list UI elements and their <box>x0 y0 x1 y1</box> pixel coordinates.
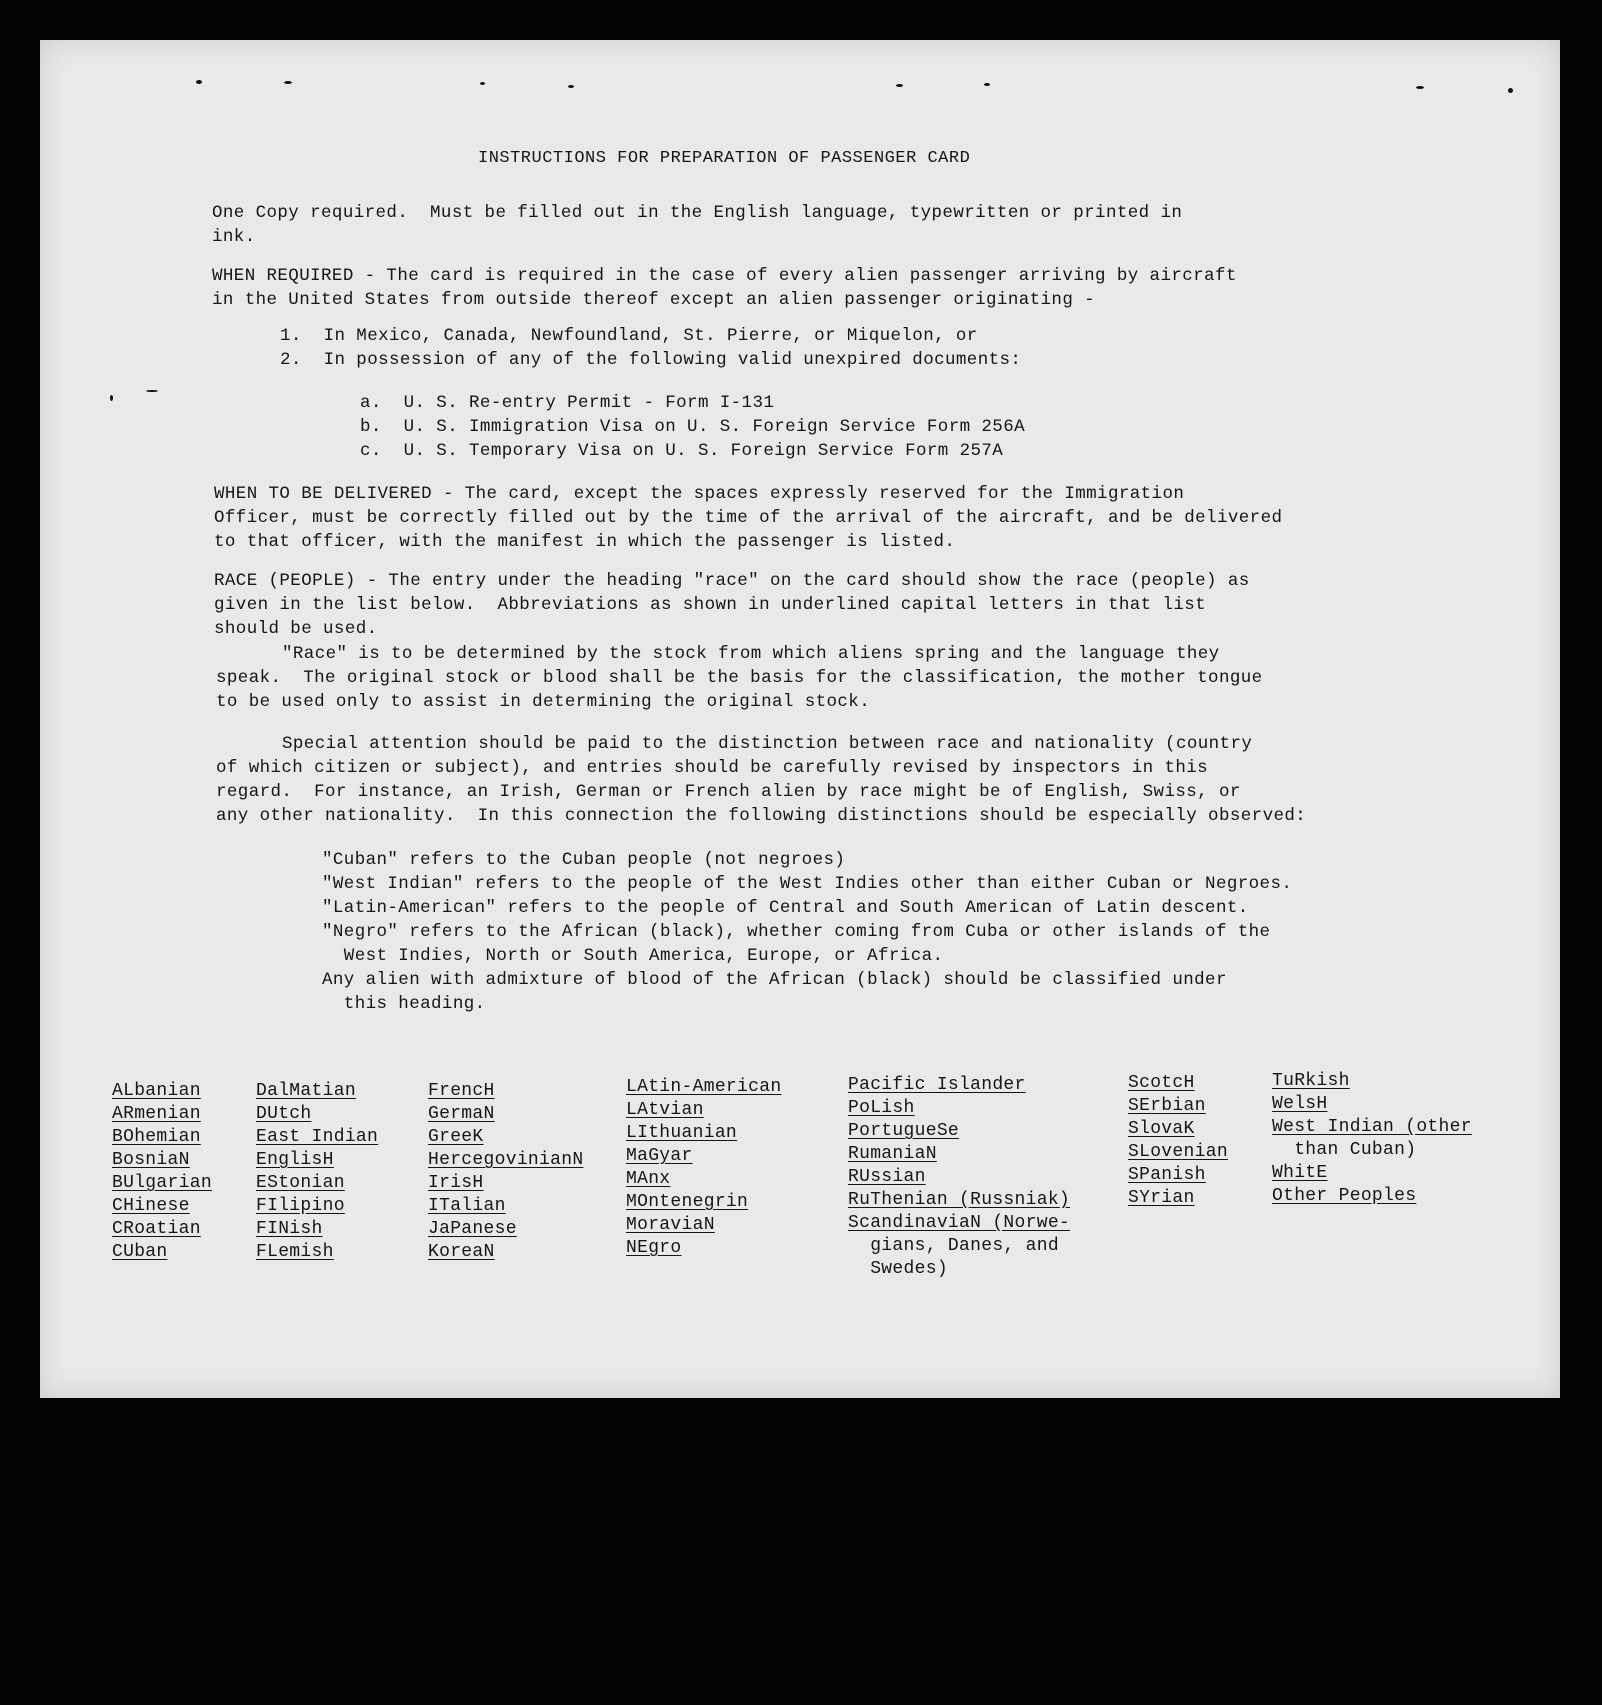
race-entry: RuThenian (Russniak) <box>848 1190 1071 1210</box>
race-entry: CHinese <box>112 1196 190 1216</box>
race-entry: LAtvian <box>626 1100 704 1120</box>
race-entry: Other Peoples <box>1272 1186 1417 1206</box>
distinction-line: Any alien with admixture of blood of the African (black) should be classified under <box>322 970 1227 990</box>
distinction-line: West Indies, North or South America, Europe, or Africa. <box>322 946 944 966</box>
race-entry: EStonian <box>256 1173 345 1193</box>
race-entry: BosniaN <box>112 1150 190 1170</box>
when-delivered-line: to that officer, with the manifest in which the passenger is listed. <box>214 532 956 552</box>
race-entry: WhitE <box>1272 1163 1328 1183</box>
race-entry: HercegovinianN <box>428 1150 584 1170</box>
race-entry: CUban <box>112 1242 168 1262</box>
scan-speck <box>1508 88 1513 93</box>
race-entry: PoLish <box>848 1098 915 1118</box>
race-entry: SLovenian <box>1128 1142 1228 1162</box>
exception-item: 2. In possession of any of the following valid unexpired documents: <box>280 350 1022 370</box>
race-entry: MAnx <box>626 1169 671 1189</box>
race-entry: MaGyar <box>626 1146 693 1166</box>
race-entry: EnglisH <box>256 1150 334 1170</box>
race-entry: FLemish <box>256 1242 334 1262</box>
race-entry: LAtin-American <box>626 1077 782 1097</box>
race-entry: MOntenegrin <box>626 1192 749 1212</box>
race-entry: GreeK <box>428 1127 484 1147</box>
race-entry: FIlipino <box>256 1196 345 1216</box>
when-delivered-line: Officer, must be correctly filled out by the time of the arrival of the aircraft, and be delivered <box>214 508 1283 528</box>
race-people-line: RACE (PEOPLE) - The entry under the heading "race" on the card should show the race (people) as <box>214 571 1250 591</box>
race-entry: BOhemian <box>112 1127 201 1147</box>
race-entry-continuation: than Cuban) <box>1272 1140 1417 1160</box>
scan-speck <box>896 84 903 87</box>
race-entry: FrencH <box>428 1081 495 1101</box>
scan-speck <box>284 81 292 84</box>
race-entry: DUtch <box>256 1104 312 1124</box>
race-entry: GermaN <box>428 1104 495 1124</box>
race-entry: PortugueSe <box>848 1121 960 1141</box>
race-entry: ITalian <box>428 1196 506 1216</box>
race-entry-continuation: gians, Danes, and <box>848 1236 1059 1256</box>
race-entry: WelsH <box>1272 1094 1328 1114</box>
scan-speck <box>1416 86 1424 89</box>
race-entry: JaPanese <box>428 1219 517 1239</box>
document-item: b. U. S. Immigration Visa on U. S. Foreign Service Form 256A <box>360 417 1026 437</box>
special-attention-line: Special attention should be paid to the distinction between race and nationality (country <box>282 734 1253 754</box>
race-entry: NEgro <box>626 1238 682 1258</box>
race-entry: ScandinaviaN (Norwe- <box>848 1213 1071 1233</box>
race-entry: CRoatian <box>112 1219 201 1239</box>
race-entry: West Indian (other <box>1272 1117 1472 1137</box>
race-entry: DalMatian <box>256 1081 356 1101</box>
race-entry: RUssian <box>848 1167 926 1187</box>
when-delivered-line: WHEN TO BE DELIVERED - The card, except the spaces expressly reserved for the Immigration <box>214 484 1185 504</box>
race-entry: East Indian <box>256 1127 379 1147</box>
special-attention-line: any other nationality. In this connection the following distinctions should be especially observed: <box>216 806 1307 826</box>
scan-speck <box>568 85 574 88</box>
race-definition-line: to be used only to assist in determining the original stock. <box>216 692 871 712</box>
race-entry: MoraviaN <box>626 1215 715 1235</box>
scan-speck <box>110 395 113 401</box>
race-entry: ARmenian <box>112 1104 201 1124</box>
when-required-line: WHEN REQUIRED - The card is required in the case of every alien passenger arriving by aircraft <box>212 266 1237 286</box>
race-entry: SErbian <box>1128 1096 1206 1116</box>
special-attention-line: regard. For instance, an Irish, German or French alien by race might be of English, Swiss, or <box>216 782 1241 802</box>
document-item: a. U. S. Re-entry Permit - Form I-131 <box>360 393 775 413</box>
race-entry: FINish <box>256 1219 323 1239</box>
distinction-line: "Cuban" refers to the Cuban people (not negroes) <box>322 850 846 870</box>
race-entry: SPanish <box>1128 1165 1206 1185</box>
intro-line: ink. <box>212 227 256 247</box>
race-entry: TuRkish <box>1272 1071 1350 1091</box>
exception-item: 1. In Mexico, Canada, Newfoundland, St. Pierre, or Miquelon, or <box>280 326 978 346</box>
race-entry: LIthuanian <box>626 1123 738 1143</box>
when-required-line: in the United States from outside thereof except an alien passenger originating - <box>212 290 1096 310</box>
race-entry: KoreaN <box>428 1242 495 1262</box>
scan-speck <box>984 83 990 86</box>
distinction-line: "Latin-American" refers to the people of Central and South American of Latin descent. <box>322 898 1249 918</box>
scan-speck <box>480 82 485 85</box>
race-people-line: given in the list below. Abbreviations as shown in underlined capital letters in that list <box>214 595 1207 615</box>
race-people-line: should be used. <box>214 619 378 639</box>
race-definition-line: "Race" is to be determined by the stock from which aliens spring and the language they <box>282 644 1220 664</box>
scan-speck <box>196 80 202 84</box>
distinction-line: "West Indian" refers to the people of the West Indies other than either Cuban or Negroes. <box>322 874 1293 894</box>
document-title: INSTRUCTIONS FOR PREPARATION OF PASSENGER CARD <box>478 149 971 168</box>
race-entry: SlovaK <box>1128 1119 1195 1139</box>
distinction-line: this heading. <box>322 994 486 1014</box>
intro-line: One Copy required. Must be filled out in the English language, typewritten or printed in <box>212 203 1183 223</box>
race-entry-continuation: Swedes) <box>848 1259 948 1279</box>
race-entry: RumaniaN <box>848 1144 937 1164</box>
race-entry: ScotcH <box>1128 1073 1195 1093</box>
distinction-line: "Negro" refers to the African (black), whether coming from Cuba or other islands of the <box>322 922 1271 942</box>
document-sheet <box>40 40 1560 1398</box>
race-entry: IrisH <box>428 1173 484 1193</box>
race-entry: ALbanian <box>112 1081 201 1101</box>
scan-speck <box>146 390 158 392</box>
race-entry: SYrian <box>1128 1188 1195 1208</box>
race-entry: Pacific Islander <box>848 1075 1026 1095</box>
race-definition-line: speak. The original stock or blood shall be the basis for the classification, the mother tongue <box>216 668 1263 688</box>
document-item: c. U. S. Temporary Visa on U. S. Foreign Service Form 257A <box>360 441 1004 461</box>
race-entry: BUlgarian <box>112 1173 212 1193</box>
special-attention-line: of which citizen or subject), and entries should be carefully revised by inspectors in this <box>216 758 1209 778</box>
